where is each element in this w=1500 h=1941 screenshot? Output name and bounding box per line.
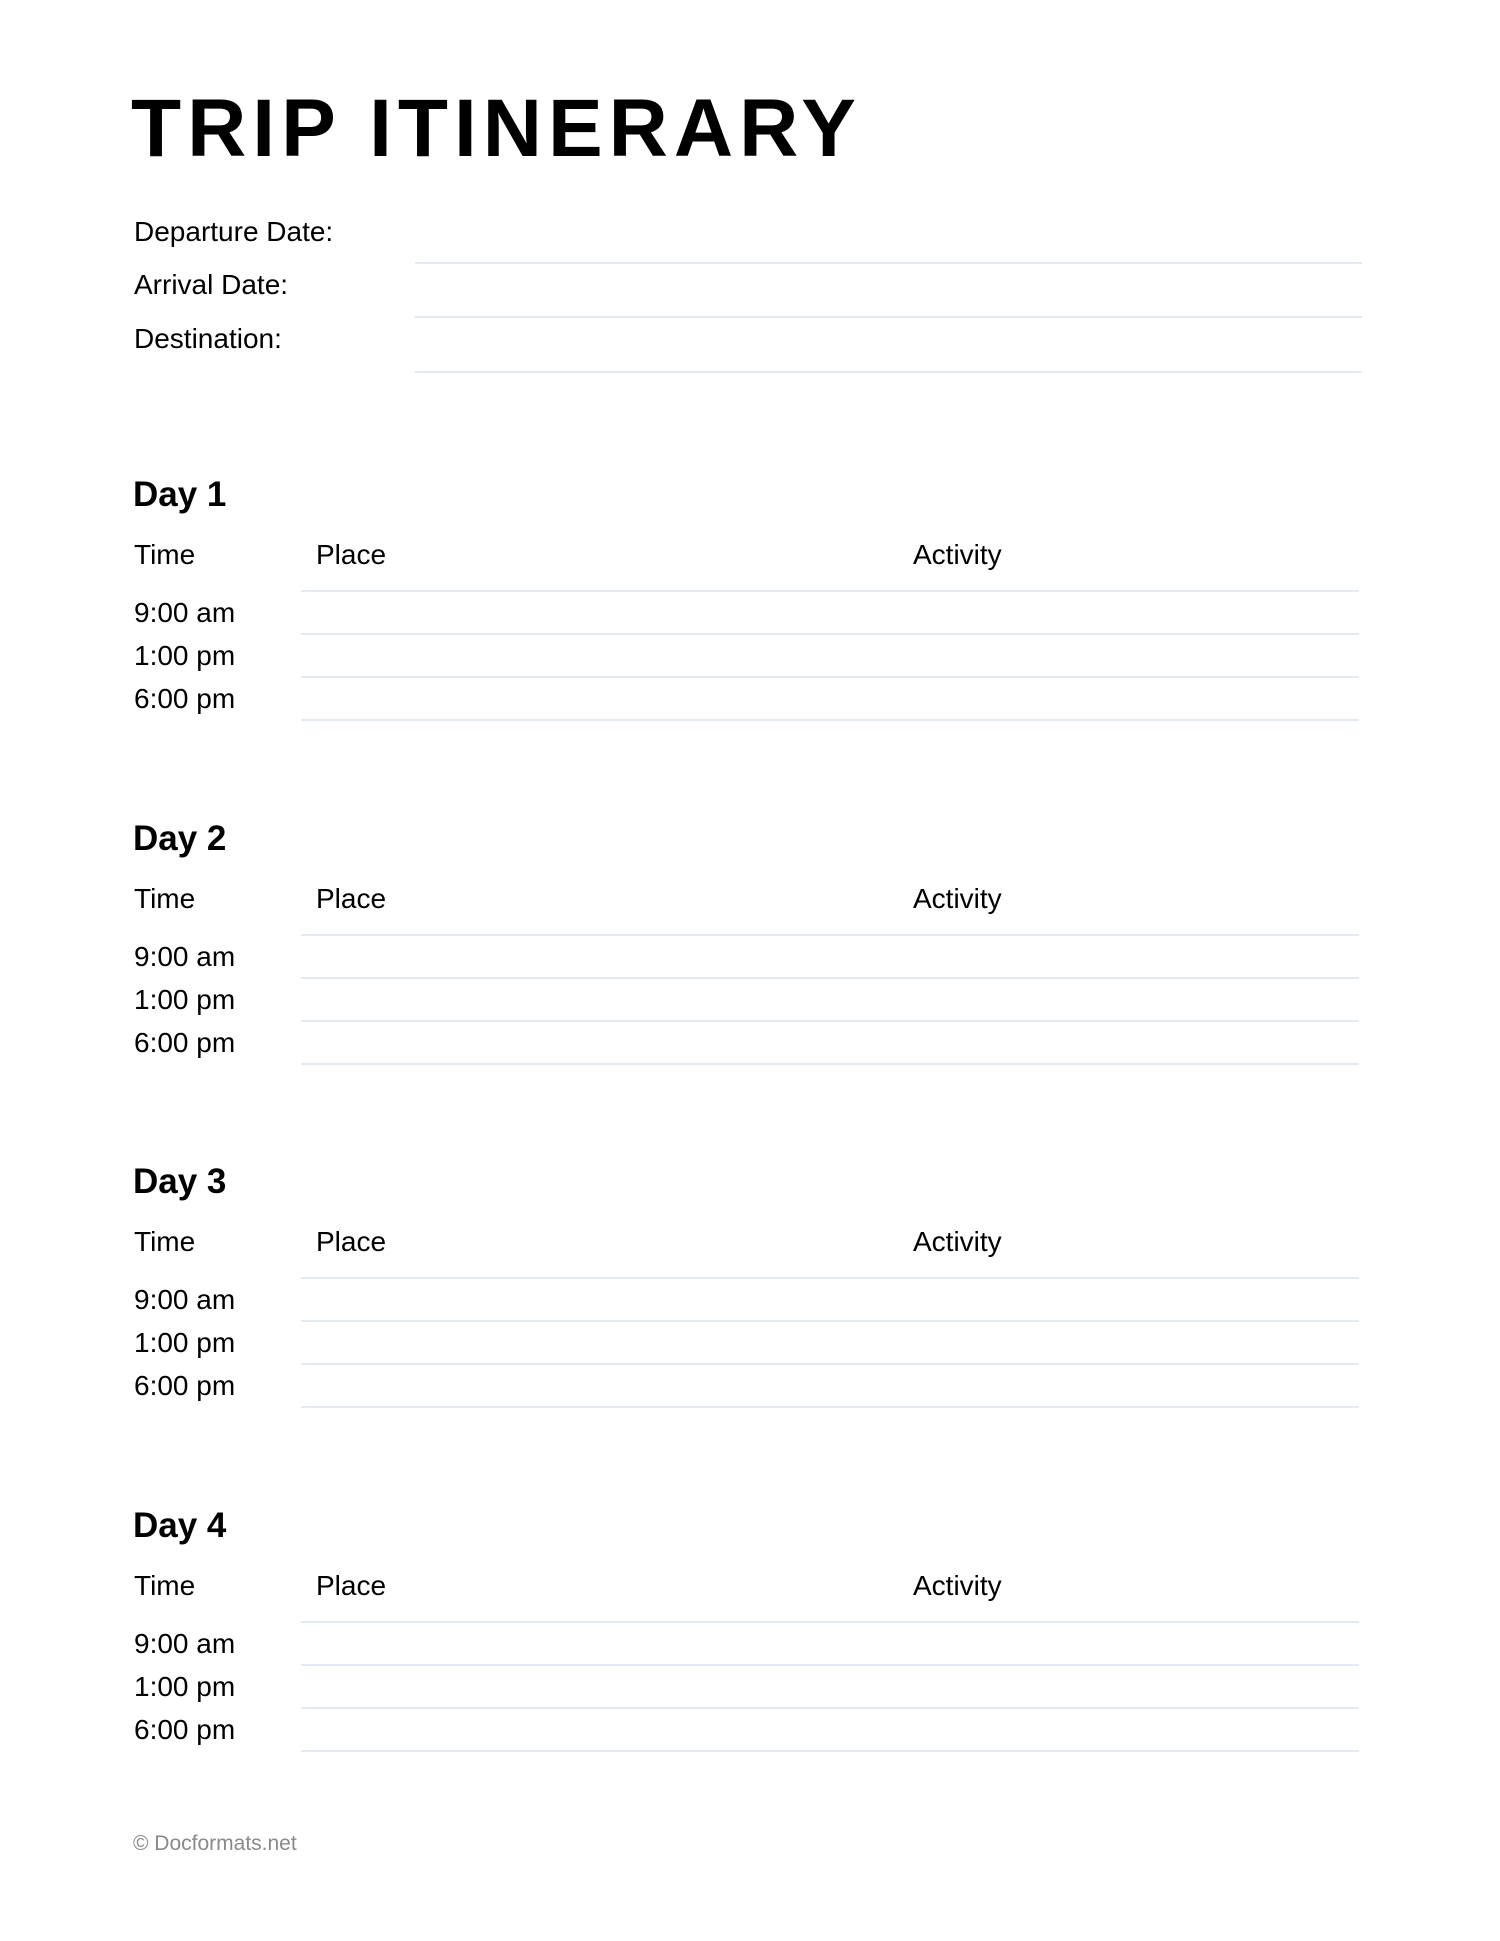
entry-row-line[interactable] (301, 633, 1359, 635)
day-section (0, 1506, 1500, 1826)
day-section (0, 819, 1500, 1139)
arrival-date-label: Arrival Date: (134, 269, 289, 300)
column-header-time: Time (134, 1226, 196, 1257)
column-header-activity: Activity (913, 883, 1002, 914)
departure-date-label: Departure Date: (134, 216, 334, 247)
time-label: 6:00 pm (134, 683, 236, 714)
day-heading: Day 1 (133, 475, 227, 514)
entry-row-line[interactable] (301, 1707, 1359, 1709)
day-section (0, 1162, 1500, 1482)
time-label: 9:00 am (134, 1628, 236, 1659)
entry-row-line[interactable] (301, 1363, 1359, 1365)
entry-row-line[interactable] (301, 1664, 1359, 1666)
column-header-activity: Activity (913, 539, 1002, 570)
column-header-place: Place (316, 1570, 387, 1601)
header-rule (301, 934, 1359, 936)
page-title: TRIP ITINERARY (131, 83, 862, 174)
time-label: 6:00 pm (134, 1370, 236, 1401)
entry-row-line[interactable] (301, 1750, 1359, 1752)
header-rule (301, 590, 1359, 592)
column-header-place: Place (316, 1226, 387, 1257)
time-label: 1:00 pm (134, 984, 236, 1015)
entry-row-line[interactable] (301, 1320, 1359, 1322)
destination-label: Destination: (134, 323, 282, 354)
departure-date-field[interactable] (415, 262, 1362, 264)
column-header-activity: Activity (913, 1226, 1002, 1257)
time-label: 1:00 pm (134, 1327, 236, 1358)
header-rule (301, 1277, 1359, 1279)
column-header-activity: Activity (913, 1570, 1002, 1601)
time-label: 1:00 pm (134, 640, 236, 671)
entry-row-line[interactable] (301, 719, 1359, 721)
time-label: 9:00 am (134, 597, 236, 628)
entry-row-line[interactable] (301, 676, 1359, 678)
time-label: 6:00 pm (134, 1714, 236, 1745)
entry-row-line[interactable] (301, 1063, 1359, 1065)
time-label: 1:00 pm (134, 1671, 236, 1702)
header-rule (301, 1621, 1359, 1623)
copyright-footer: © Docformats.net (133, 1832, 297, 1855)
time-label: 9:00 am (134, 1284, 236, 1315)
day-heading: Day 4 (133, 1506, 227, 1545)
day-heading: Day 3 (133, 1162, 227, 1201)
time-label: 6:00 pm (134, 1027, 236, 1058)
column-header-time: Time (134, 883, 196, 914)
time-label: 9:00 am (134, 941, 236, 972)
column-header-time: Time (134, 539, 196, 570)
day-section (0, 475, 1500, 795)
entry-row-line[interactable] (301, 1020, 1359, 1022)
entry-row-line[interactable] (301, 977, 1359, 979)
arrival-date-field[interactable] (415, 316, 1362, 318)
destination-field[interactable] (415, 371, 1362, 373)
column-header-time: Time (134, 1570, 196, 1601)
column-header-place: Place (316, 883, 387, 914)
day-heading: Day 2 (133, 819, 227, 858)
column-header-place: Place (316, 539, 387, 570)
entry-row-line[interactable] (301, 1406, 1359, 1408)
